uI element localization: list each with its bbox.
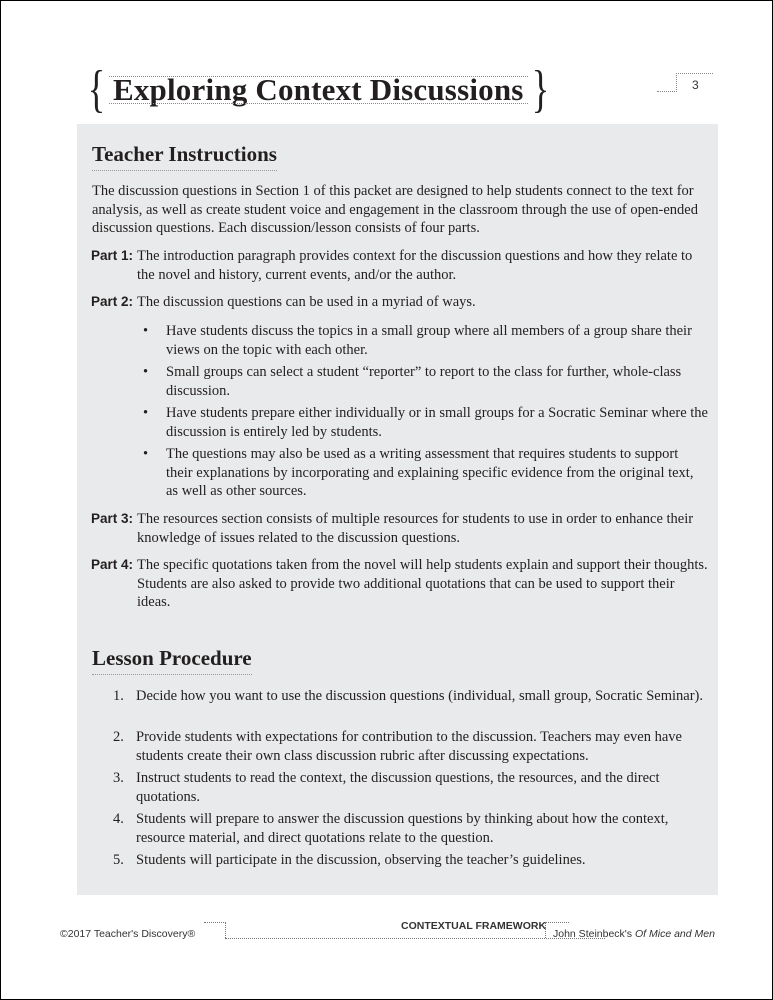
step-text: Students will participate in the discussion, observing the teacher’s guidelines. — [136, 852, 586, 868]
part-label: Part 1: — [91, 248, 134, 263]
footer-divider — [545, 922, 569, 923]
procedure-step — [113, 687, 713, 706]
right-brace-icon: } — [531, 61, 549, 118]
bullet-text: Have students discuss the topics in a small group where all members of a group share their views on the topic with each other. — [166, 323, 692, 358]
page-footer — [60, 920, 715, 940]
footer-book-name: Of Mice and Men — [634, 928, 715, 940]
bullet-icon: • — [143, 364, 149, 380]
step-text: Students will prepare to answer the discussion questions by thinking about how the context, resource material, and direct quotations relate to the question. — [136, 811, 669, 846]
page-title: Exploring Context Discussions — [112, 72, 524, 107]
part-item — [91, 293, 711, 312]
footer-book-prefix: John Steinbeck's — [553, 928, 635, 940]
footer-divider — [204, 922, 226, 923]
footer-copyright: ©2017 Teacher's Discovery® — [60, 928, 196, 940]
part-label: Part 3: — [91, 511, 134, 526]
step-number: 2. — [113, 729, 124, 745]
part-item — [91, 247, 711, 284]
content-panel — [77, 124, 718, 895]
left-brace-icon: { — [87, 61, 106, 118]
part-text: The introduction paragraph provides context for the discussion questions and how they relate to the novel and history, current events, and/or the author. — [137, 248, 693, 283]
page-number-leader — [657, 91, 677, 92]
teacher-instructions-heading: Teacher Instructions — [92, 142, 277, 171]
part-text: The discussion questions can be used in a myriad of ways. — [137, 294, 476, 310]
bullet-item — [143, 404, 708, 441]
part-label: Part 2: — [91, 294, 134, 309]
part-item — [91, 556, 711, 612]
step-number: 4. — [113, 811, 124, 827]
part-text: The specific quotations taken from the novel will help students explain and support their thoughts. Students are also asked to provide two additional quotations that can be used to support their ideas. — [137, 557, 708, 610]
step-number: 5. — [113, 852, 124, 868]
part-text: The resources section consists of multiple resources for students to use in order to enhance their knowledge of issues related to the discussion questions. — [137, 511, 694, 546]
bullet-icon: • — [143, 405, 149, 421]
bullet-item — [143, 363, 708, 400]
step-text: Decide how you want to use the discussion questions (individual, small group, Socratic Seminar). — [136, 688, 704, 704]
lesson-procedure-heading: Lesson Procedure — [92, 646, 252, 675]
bullet-item — [143, 322, 708, 359]
bullet-item — [143, 445, 708, 501]
bullet-text: The questions may also be used as a writing assessment that requires students to support their explanations by incorporating and explaining specific evidence from the original text, as well as other sources. — [166, 446, 694, 499]
bullet-text: Have students prepare either individually or in small groups for a Socratic Seminar where the discussion is entirely led by students. — [166, 405, 708, 440]
intro-paragraph: The discussion questions in Section 1 of this packet are designed to help students connect to the text for analysis, as well as create student voice and engagement in the classroom through the use of open-ended discussion questions. Each discussion/lesson consists of four parts. — [92, 183, 698, 236]
footer-book-title — [553, 928, 715, 940]
bullet-icon: • — [143, 323, 149, 339]
bullet-text: Small groups can select a student “reporter” to report to the class for further, whole-class discussion. — [166, 364, 682, 399]
procedure-step — [113, 851, 713, 870]
step-number: 1. — [113, 688, 124, 704]
part-label: Part 4: — [91, 557, 134, 572]
title-frame — [109, 72, 528, 108]
step-number: 3. — [113, 770, 124, 786]
footer-divider — [545, 922, 546, 938]
procedure-step — [113, 728, 713, 765]
part-item — [91, 510, 711, 547]
footer-section-label: CONTEXTUAL FRAMEWORK — [401, 920, 547, 932]
step-text: Instruct students to read the context, the discussion questions, the resources, and the direct quotations. — [136, 770, 660, 805]
procedure-step — [113, 769, 713, 806]
footer-leader-line — [225, 938, 605, 939]
step-text: Provide students with expectations for contribution to the discussion. Teachers may even have students create their own class discussion rubric after discussing expectations. — [136, 729, 682, 764]
bullet-icon: • — [143, 446, 149, 462]
page-title-block — [84, 61, 553, 118]
footer-divider — [225, 922, 226, 938]
procedure-step — [113, 810, 713, 847]
page-number: 3 — [692, 78, 699, 92]
